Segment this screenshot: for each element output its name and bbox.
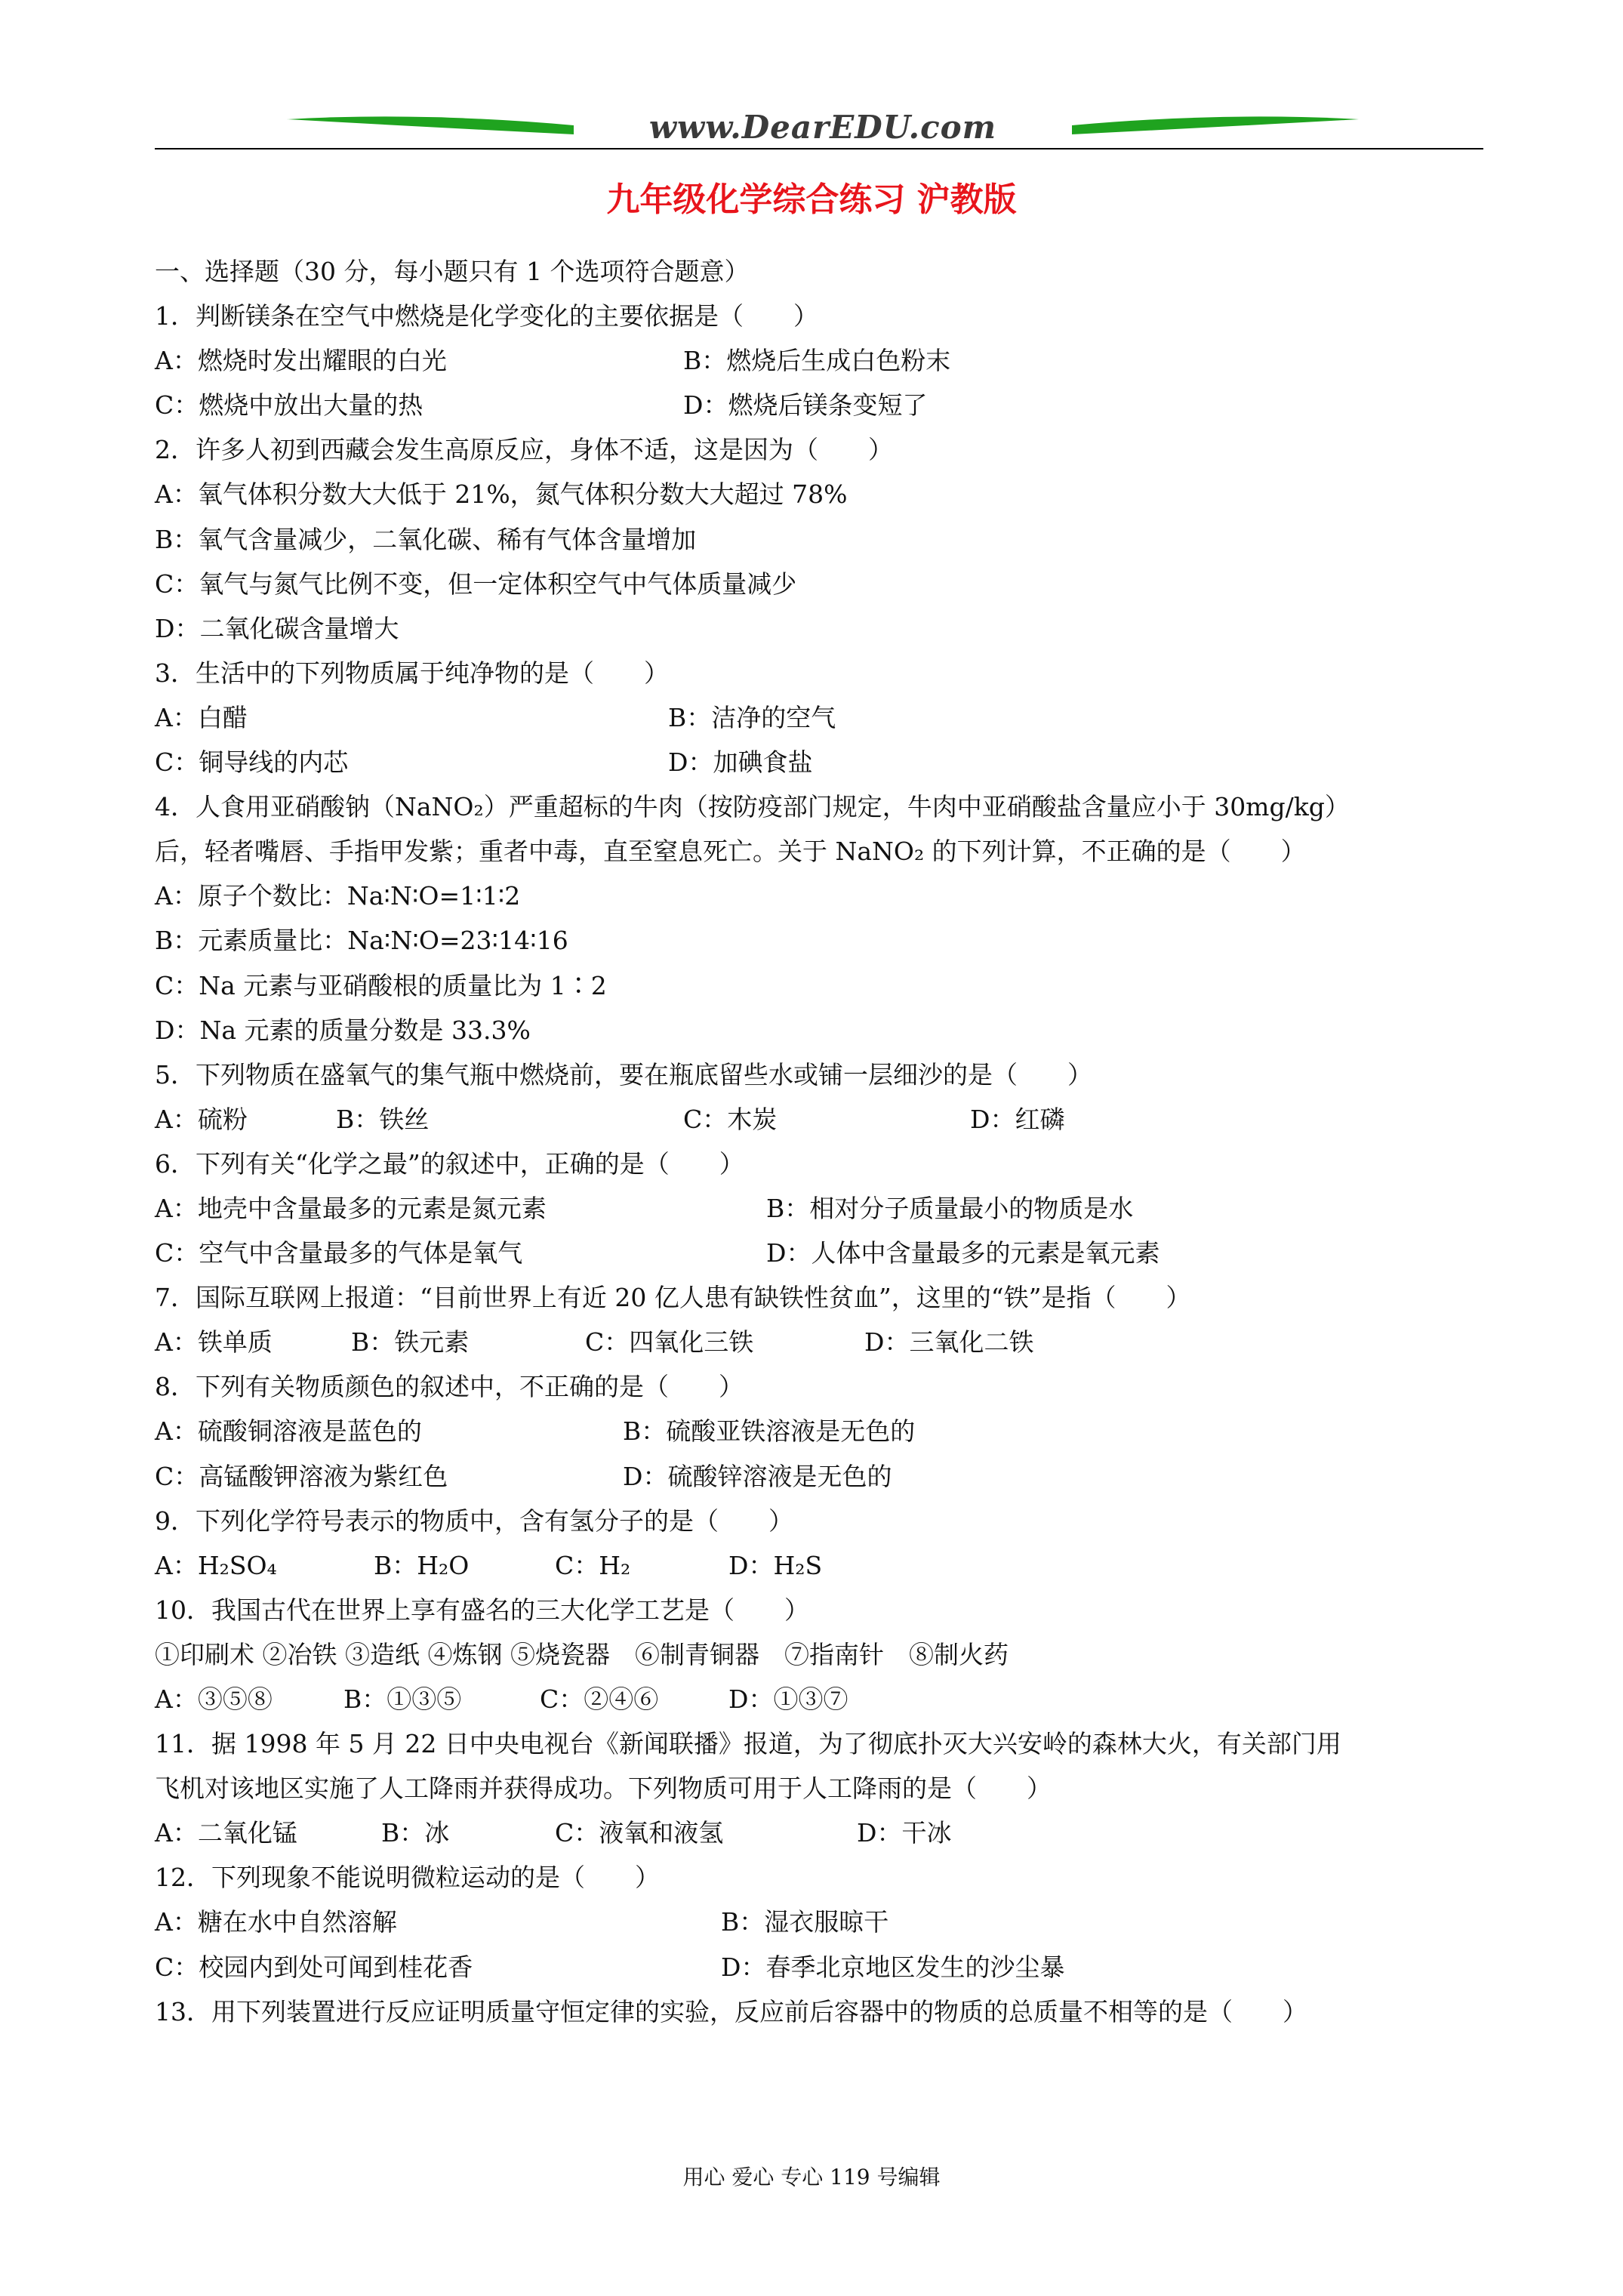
question-text: 3．生活中的下列物质属于纯净物的是（ ） — [155, 658, 669, 688]
answer-option: B：洁净的空气 — [668, 702, 836, 732]
question-text: 13．用下列装置进行反应证明质量守恒定律的实验，反应前后容器中的物质的总质量不相等的是（ ） — [155, 1996, 1307, 2026]
answer-option: B：燃烧后生成白色粉末 — [683, 346, 951, 376]
option-row — [155, 695, 1483, 740]
answer-option: B：相对分子质量最小的物质是水 — [766, 1193, 1134, 1223]
answer-option: C：燃烧中放出大量的热 — [155, 390, 423, 421]
answer-option: B：湿衣服晾干 — [721, 1907, 889, 1937]
question-text: 9．下列化学符号表示的物质中，含有氢分子的是（ ） — [155, 1505, 793, 1536]
option-row — [155, 1677, 1483, 1721]
answer-option: B：冰 — [381, 1818, 450, 1848]
text-line: B：元素质量比：Na∶N∶O=23∶14∶16 — [155, 926, 568, 956]
answer-option: A：糖在水中自然溶解 — [155, 1907, 397, 1937]
answer-option: B：H₂O — [374, 1550, 470, 1580]
option-row — [155, 1097, 1483, 1142]
answer-option: A：硫酸铜溶液是蓝色的 — [155, 1416, 422, 1447]
answer-option: C：四氧化三铁 — [585, 1327, 754, 1358]
answer-option: B：铁元素 — [351, 1327, 470, 1358]
answer-option: D：燃烧后镁条变短了 — [683, 390, 928, 421]
text-line: A：氧气体积分数大大低于 21%，氮气体积分数大大超过 78% — [155, 479, 848, 510]
question-text: 12．下列现象不能说明微粒运动的是（ ） — [155, 1863, 660, 1893]
option-row — [155, 1945, 1483, 1989]
question-text: 11．据 1998 年 5 月 22 日中央电视台《新闻联播》报道，为了彻底扑灭大兴安岭的森林大火，有关部门用 — [155, 1729, 1341, 1759]
option-row — [155, 1231, 1483, 1275]
answer-option: C：液氧和液氢 — [555, 1818, 724, 1848]
question-text: 8．下列有关物质颜色的叙述中，不正确的是（ ） — [155, 1372, 744, 1402]
answer-option: D：干冰 — [857, 1818, 952, 1848]
question-text: 2．许多人初到西藏会发生高原反应，身体不适，这是因为（ ） — [155, 435, 893, 465]
answer-option: D：加碘食盐 — [668, 747, 813, 778]
text-line: 后，轻者嘴唇、手指甲发紫；重者中毒，直至窒息死亡。关于 NaNO₂ 的下列计算，不正确的是（ ） — [155, 837, 1306, 867]
text-line: D：Na 元素的质量分数是 33.3% — [155, 1015, 531, 1045]
question-text: 6．下列有关“化学之最”的叙述中，正确的是（ ） — [155, 1148, 744, 1179]
text-line: 一、选择题（30 分，每小题只有 1 个选项符合题意） — [155, 257, 750, 286]
answer-option: C：校园内到处可闻到桂花香 — [155, 1952, 473, 1982]
answer-option: D：红磷 — [970, 1104, 1065, 1134]
header-rule — [155, 148, 1483, 149]
answer-option: C：高锰酸钾溶液为紫红色 — [155, 1461, 448, 1491]
answer-option: C：H₂ — [555, 1550, 631, 1580]
answer-option: C：铜导线的内芯 — [155, 747, 349, 778]
text-line: D：二氧化碳含量增大 — [155, 613, 399, 643]
answer-option: C：木炭 — [683, 1104, 778, 1134]
text-line: C：氧气与氮气比例不变，但一定体积空气中气体质量减少 — [155, 569, 797, 599]
question-text: 7．国际互联网上报道：“目前世界上有近 20 亿人患有缺铁性贫血”，这里的“铁”是指（ ） — [155, 1283, 1191, 1313]
option-row — [155, 1900, 1483, 1944]
answer-option: C：空气中含量最多的气体是氧气 — [155, 1238, 523, 1268]
answer-option: A：地壳中含量最多的元素是氮元素 — [155, 1193, 547, 1223]
answer-option: A：燃烧时发出耀眼的白光 — [155, 346, 447, 376]
answer-option: A：硫粉 — [155, 1104, 248, 1134]
option-row — [155, 1409, 1483, 1453]
question-text: 5．下列物质在盛氧气的集气瓶中燃烧前，要在瓶底留些水或铺一层细沙的是（ ） — [155, 1059, 1092, 1089]
question-text: 10．我国古代在世界上享有盛名的三大化学工艺是（ ） — [155, 1595, 809, 1625]
answer-option: D：人体中含量最多的元素是氧元素 — [766, 1238, 1160, 1268]
text-line: A：原子个数比：Na∶N∶O=1∶1∶2 — [155, 881, 521, 911]
option-row — [155, 740, 1483, 784]
answer-option: B：①③⑤ — [343, 1684, 462, 1714]
answer-option: A：③⑤⑧ — [155, 1684, 273, 1714]
answer-option: C：②④⑥ — [540, 1684, 659, 1714]
answer-option: A：铁单质 — [155, 1327, 273, 1358]
answer-option: A：H₂SO₄ — [155, 1550, 277, 1580]
answer-option: D：三氧化二铁 — [864, 1327, 1034, 1358]
logo-text: www.DearEDU.com — [648, 109, 997, 146]
option-row — [155, 383, 1483, 427]
text-line: C：Na 元素与亚硝酸根的质量比为 1∶2 — [155, 970, 607, 1000]
text-line: ①印刷术 ②冶铁 ③造纸 ④炼钢 ⑤烧瓷器 ⑥制青铜器 ⑦指南针 ⑧制火药 — [155, 1639, 1009, 1669]
text-line: B：氧气含量减少，二氧化碳、稀有气体含量增加 — [155, 524, 697, 554]
answer-option: D：H₂S — [728, 1550, 823, 1580]
option-row — [155, 1320, 1483, 1364]
option-row — [155, 1543, 1483, 1588]
option-row — [155, 1454, 1483, 1499]
answer-option: A：白醋 — [155, 702, 248, 732]
option-row — [155, 1811, 1483, 1855]
page-title: 九年级化学综合练习 沪教版 — [606, 180, 1017, 219]
question-list — [155, 249, 1483, 2034]
page-footer: 用心 爱心 专心 119 号编辑 — [682, 2165, 941, 2190]
answer-option: D：①③⑦ — [728, 1684, 848, 1714]
answer-option: A：二氧化锰 — [155, 1818, 297, 1848]
answer-option: B：铁丝 — [336, 1104, 430, 1134]
answer-option: D：硫酸锌溶液是无色的 — [623, 1461, 892, 1491]
question-text: 1．判断镁条在空气中燃烧是化学变化的主要依据是（ ） — [155, 301, 818, 331]
option-row — [155, 1186, 1483, 1231]
answer-option: D：春季北京地区发生的沙尘暴 — [721, 1952, 1065, 1982]
option-row — [155, 338, 1483, 383]
question-text: 4．人食用亚硝酸钠（NaNO₂）严重超标的牛肉（按防疫部门规定，牛肉中亚硝酸盐含量应小于 30mg/kg） — [155, 792, 1350, 822]
answer-option: B：硫酸亚铁溶液是无色的 — [623, 1416, 916, 1447]
text-line: 飞机对该地区实施了人工降雨并获得成功。下列物质可用于人工降雨的是（ ） — [155, 1774, 1052, 1804]
